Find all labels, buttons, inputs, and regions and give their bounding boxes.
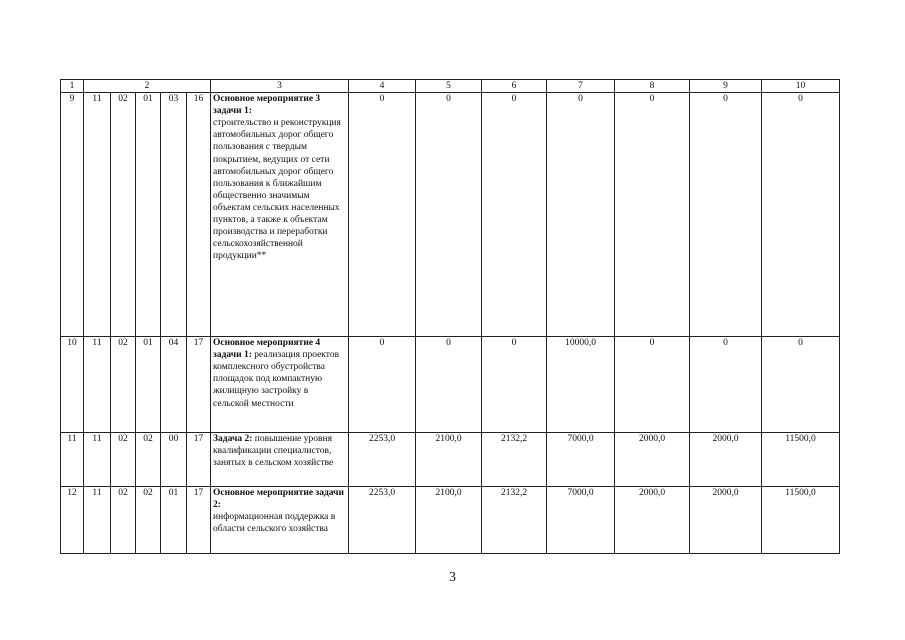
description-text: повышение уровня квалификации специалистов, занятых в сельском хозяйстве <box>213 434 334 469</box>
value-cell: 0 <box>349 93 416 337</box>
header-cell: 5 <box>416 80 482 93</box>
code-cell: 00 <box>161 433 187 487</box>
description-cell <box>211 93 349 337</box>
value-cell: 0 <box>615 337 690 433</box>
value-cell: 2000,0 <box>690 487 762 554</box>
value-cell: 2000,0 <box>615 487 690 554</box>
page-number: 3 <box>449 570 456 585</box>
code-cell: 02 <box>111 337 136 433</box>
value-cell: 0 <box>690 337 762 433</box>
code-cell: 02 <box>136 433 161 487</box>
value-cell: 2000,0 <box>690 433 762 487</box>
value-cell: 2132,2 <box>482 487 547 554</box>
code-cell: 17 <box>187 337 211 433</box>
code-cell: 17 <box>187 433 211 487</box>
value-cell: 2253,0 <box>349 433 416 487</box>
value-cell: 2100,0 <box>416 487 482 554</box>
header-cell: 3 <box>211 80 349 93</box>
code-cell: 17 <box>187 487 211 554</box>
code-cell: 11 <box>84 337 111 433</box>
description-cell <box>211 433 349 487</box>
header-cell: 2 <box>84 80 211 93</box>
table-row <box>61 487 840 554</box>
value-cell: 0 <box>482 337 547 433</box>
header-cell: 4 <box>349 80 416 93</box>
header-cell: 9 <box>690 80 762 93</box>
value-cell: 11500,0 <box>762 433 840 487</box>
value-cell: 0 <box>690 93 762 337</box>
value-cell: 2253,0 <box>349 487 416 554</box>
header-cell: 6 <box>482 80 547 93</box>
code-cell: 02 <box>111 93 136 337</box>
value-cell: 10000,0 <box>547 337 615 433</box>
table-row <box>61 337 840 433</box>
header-cell: 8 <box>615 80 690 93</box>
code-cell: 01 <box>161 487 187 554</box>
code-cell: 02 <box>111 433 136 487</box>
code-cell: 04 <box>161 337 187 433</box>
value-cell: 2100,0 <box>416 433 482 487</box>
description-title: Основное мероприятие задачи 2: <box>213 488 344 511</box>
code-cell: 03 <box>161 93 187 337</box>
description-text: строительство и реконструкция автомобильных дорог общего пользования с твердым покрытием, ведущих от сети автомобильных дорог общего пользования к ближайшим общественно значимым объектам сельских населенных пунктов, а также к объектам производства и переработки сельскохозяйственной продукции** <box>213 118 341 262</box>
description-cell <box>211 337 349 433</box>
header-cell: 10 <box>762 80 840 93</box>
table-row <box>61 93 840 337</box>
value-cell: 2000,0 <box>615 433 690 487</box>
description-title: Основное мероприятие 3 задачи 1: <box>213 94 321 117</box>
description-title: Задача 2: <box>213 434 253 445</box>
value-cell: 0 <box>416 337 482 433</box>
description-text: информационная поддержка в области сельского хозяйства <box>213 512 336 535</box>
description-title: Основное мероприятие 4 задачи 1: <box>213 338 321 361</box>
value-cell: 0 <box>762 337 840 433</box>
code-cell: 11 <box>84 93 111 337</box>
code-cell: 11 <box>84 433 111 487</box>
value-cell: 0 <box>615 93 690 337</box>
code-cell: 11 <box>61 433 84 487</box>
budget-table <box>60 79 840 554</box>
code-cell: 9 <box>61 93 84 337</box>
value-cell: 0 <box>416 93 482 337</box>
value-cell: 0 <box>547 93 615 337</box>
value-cell: 11500,0 <box>762 487 840 554</box>
value-cell: 2132,2 <box>482 433 547 487</box>
header-cell: 7 <box>547 80 615 93</box>
value-cell: 0 <box>349 337 416 433</box>
value-cell: 7000,0 <box>547 487 615 554</box>
header-cell: 1 <box>61 80 84 93</box>
code-cell: 01 <box>136 93 161 337</box>
value-cell: 7000,0 <box>547 433 615 487</box>
code-cell: 12 <box>61 487 84 554</box>
description-cell <box>211 487 349 554</box>
description-text: реализация проектов комплексного обустройства площадок под компактную жилищную застройку в сельской местности <box>213 350 340 409</box>
code-cell: 01 <box>136 337 161 433</box>
table-row <box>61 433 840 487</box>
code-cell: 10 <box>61 337 84 433</box>
value-cell: 0 <box>482 93 547 337</box>
header-row <box>61 80 840 93</box>
code-cell: 02 <box>136 487 161 554</box>
code-cell: 11 <box>84 487 111 554</box>
code-cell: 02 <box>111 487 136 554</box>
value-cell: 0 <box>762 93 840 337</box>
code-cell: 16 <box>187 93 211 337</box>
